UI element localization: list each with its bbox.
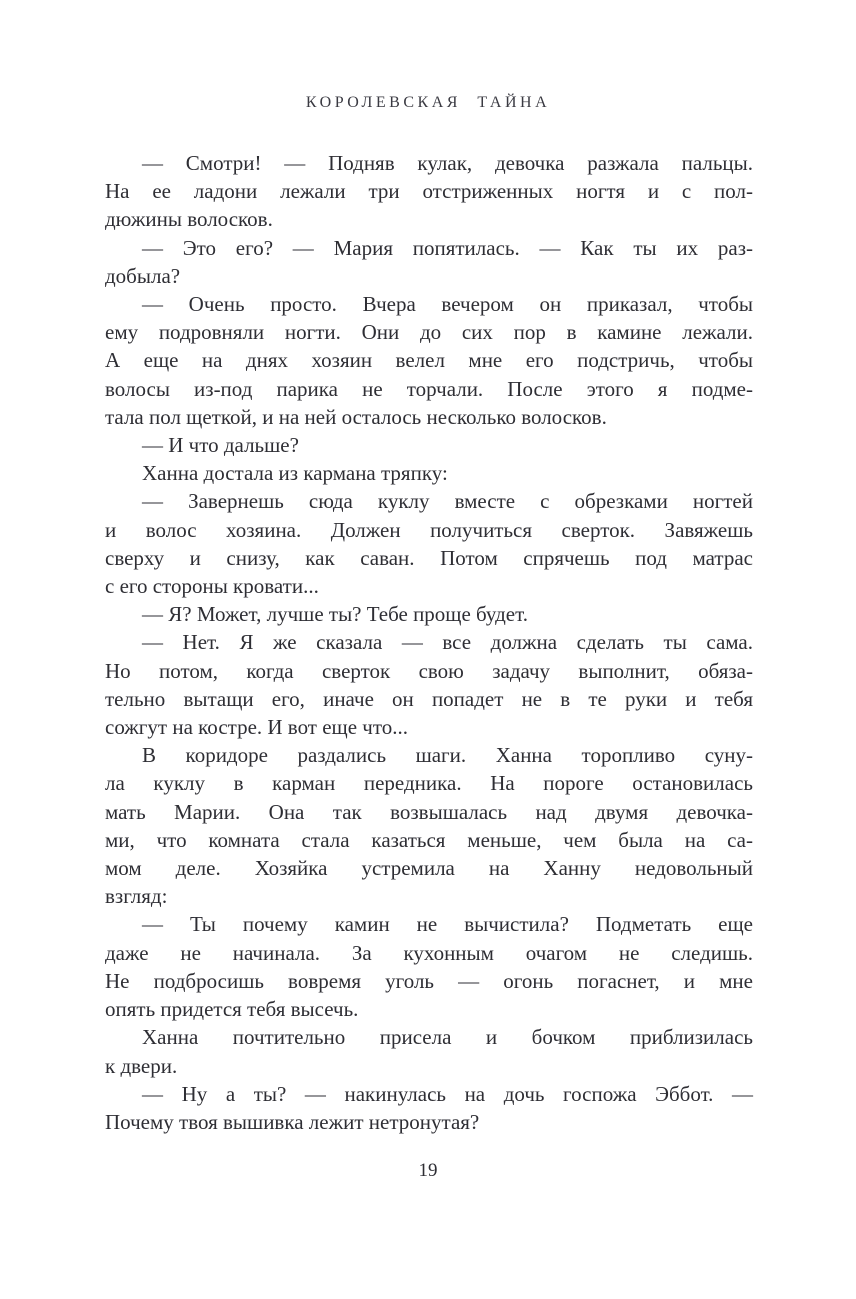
text-line: с его стороны кровати...	[105, 574, 319, 599]
paragraph	[105, 1080, 753, 1136]
text-line: — Завернешь сюда куклу вместе с обрезками ногтей	[142, 489, 753, 514]
text-line: ему подровняли ногти. Они до сих пор в камине лежали.	[105, 320, 753, 345]
text-line: даже не начинала. За кухонным очагом не следишь.	[105, 940, 753, 965]
text-line: мом деле. Хозяйка устремила на Ханну недовольный	[105, 856, 753, 881]
text-line: ми, что комната стала казаться меньше, чем была на са-	[105, 827, 753, 852]
paragraph	[105, 431, 753, 459]
text-line: сожгут на костре. И вот еще что...	[105, 715, 409, 740]
text-line: А еще на днях хозяин велел мне его подстричь, чтобы	[105, 348, 753, 373]
text-line: На ее ладони лежали три отстриженных ногтя и с пол-	[105, 179, 753, 204]
page-number: 19	[418, 1160, 438, 1181]
text-line: — Ну а ты? — накинулась на дочь госпожа Эббот. —	[142, 1081, 753, 1106]
text-line: ла куклу в карман передника. На пороге остановилась	[105, 771, 753, 796]
text-line: волосы из-под парика не торчали. После этого я подме-	[105, 376, 753, 401]
paragraph	[105, 1023, 753, 1079]
text-line: — Это его? — Мария попятилась. — Как ты их раз-	[142, 235, 753, 260]
text-line: взгляд:	[105, 884, 168, 909]
text-line: Почему твоя вышивка лежит нетронутая?	[105, 1109, 480, 1134]
text-line: — Очень просто. Вчера вечером он приказал, чтобы	[142, 292, 753, 317]
text-line: — Смотри! — Подняв кулак, девочка разжала пальцы.	[142, 151, 753, 175]
paragraph	[105, 628, 753, 741]
running-title: КОРОЛЕВСКАЯ ТАЙНА	[305, 94, 551, 111]
paragraph	[105, 487, 753, 600]
text-line: Не подбросишь вовремя уголь — огонь погаснет, и мне	[105, 968, 753, 993]
paragraph	[105, 149, 753, 234]
paragraph	[105, 600, 753, 628]
paragraph	[105, 910, 753, 1023]
text-line: добыла?	[105, 263, 181, 288]
paragraph	[105, 459, 753, 487]
text-line: — Нет. Я же сказала — все должна сделать ты сама.	[142, 630, 753, 655]
paragraph	[105, 290, 753, 431]
text-line: — Я? Может, лучше ты? Тебе проще будет.	[142, 602, 528, 627]
text-line: Ханна почтительно присела и бочком приблизилась	[142, 1025, 753, 1050]
paragraph	[105, 741, 753, 910]
text-line: Но потом, когда сверток свою задачу выполнит, обяза-	[105, 658, 753, 683]
paragraph	[105, 234, 753, 290]
text-line: Ханна достала из кармана тряпку:	[142, 461, 448, 486]
text-line: и волос хозяина. Должен получиться сверток. Завяжешь	[105, 517, 753, 542]
text-line: тельно вытащи его, иначе он попадет не в те руки и тебя	[105, 686, 753, 711]
text-line: мать Марии. Она так возвышалась над двумя девочка-	[105, 799, 753, 824]
text-line: дюжины волосков.	[105, 207, 273, 232]
text-line: — И что дальше?	[142, 433, 299, 458]
text-line: сверху и снизу, как саван. Потом спрячешь под матрас	[105, 545, 753, 570]
text-line: к двери.	[105, 1053, 178, 1078]
text-block	[105, 149, 753, 1136]
text-line: тала пол щеткой, и на ней осталось несколько волосков.	[105, 404, 607, 429]
text-line: В коридоре раздались шаги. Ханна торопливо суну-	[142, 743, 753, 768]
text-line: — Ты почему камин не вычистила? Подметать еще	[142, 912, 753, 937]
text-line: опять придется тебя высечь.	[105, 997, 359, 1022]
